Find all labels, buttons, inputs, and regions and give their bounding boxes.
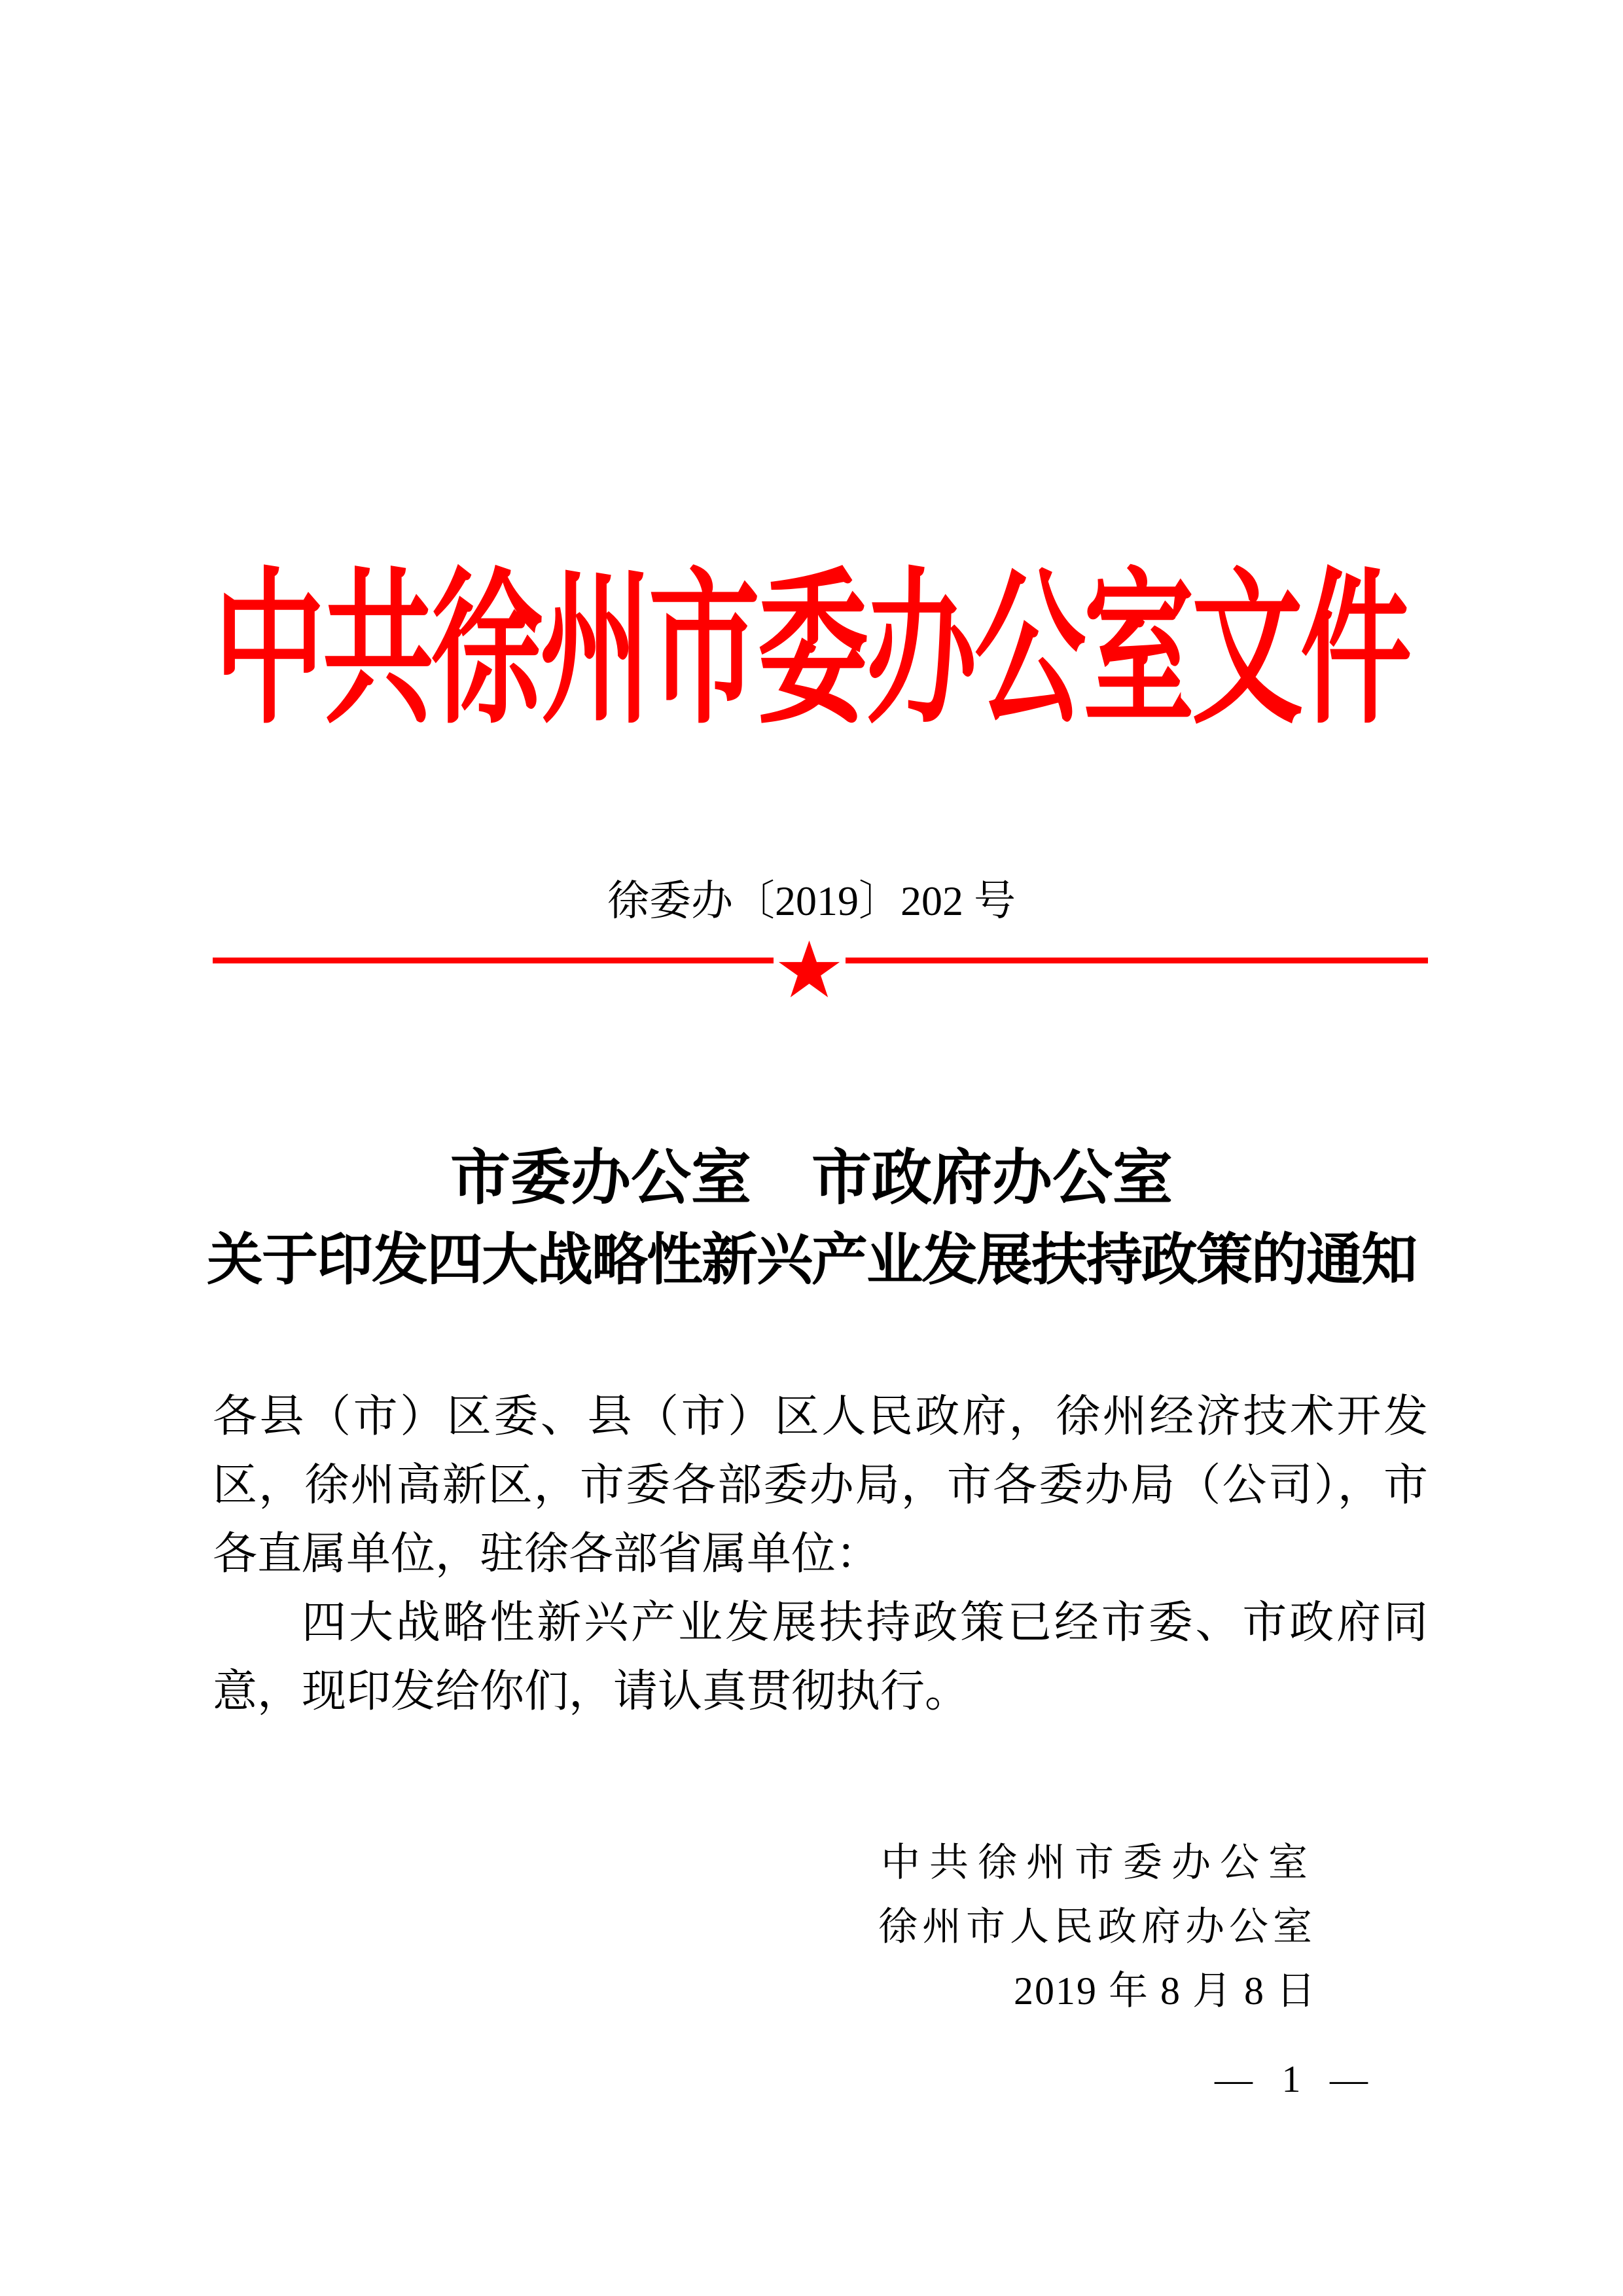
body-paragraph1-line1: 各县（市）区委、县（市）区人民政府，徐州经济技术开发 [213,1391,1428,1441]
body-paragraph2-line1: 四大战略性新兴产业发展扶持政策已经市委、市政府同 [302,1598,1428,1647]
red-rule-right-segment [846,958,1428,963]
document-number: 徐委办〔2019〕202 号 [607,878,1016,924]
signature-date: 2019 年 8 月 8 日 [1014,1969,1317,2013]
notice-title-line2: 关于印发四大战略性新兴产业发展扶持政策的通知 [207,1229,1416,1291]
signature-issuer-1: 中共徐州市委办公室 [881,1841,1317,1884]
notice-body [213,1382,1428,1726]
masthead-org-title: 中共徐州市委办公室文件 [213,559,1409,744]
body-paragraph2-line2: 意，现印发给你们，请认真贯彻执行。 [213,1666,970,1716]
star-container [774,958,846,963]
body-paragraph1-line2: 区，徐州高新区，市委各部委办局，市各委办局（公司），市 [213,1460,1428,1510]
body-paragraph1-line3: 各直属单位，驻徐各部省属单位： [213,1529,881,1579]
signature-issuer-2: 徐州市人民政府办公室 [878,1905,1317,1948]
notice-title-line1: 市委办公室 市政府办公室 [450,1145,1173,1211]
page-number: — 1 — [1215,2058,1374,2100]
red-star-icon [777,941,841,1001]
red-divider-rule [213,958,1428,963]
red-rule-left-segment [213,958,774,963]
signature-block [878,1831,1317,2023]
